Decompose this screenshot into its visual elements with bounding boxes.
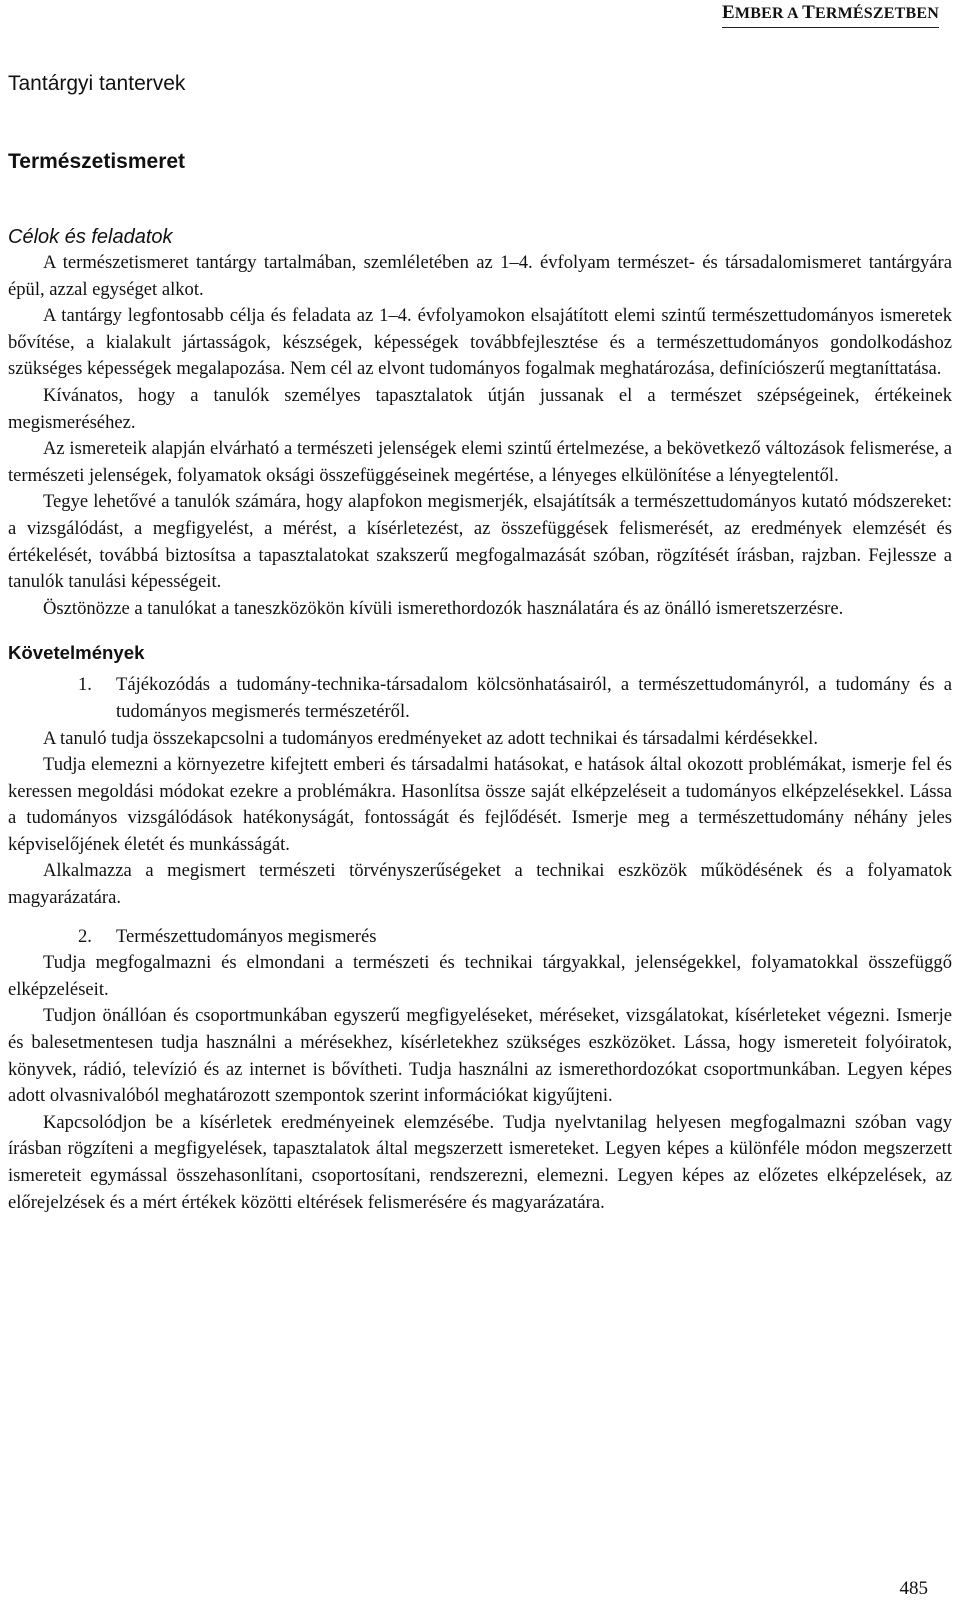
requirement-item-1 (8, 672, 952, 725)
running-header (722, 2, 939, 28)
header-initial-t: T (802, 2, 815, 23)
requirement-item-2-title: Természettudományos megismerés (116, 925, 377, 947)
page-number: 485 (899, 1578, 928, 1599)
goals-paragraph-1: A természetismeret tantárgy tartalmában, szemléletében az 1–4. évfolyam természet- és társadalomismeret tantárgyára épül, azzal egységet alkot. (8, 252, 952, 300)
subject-heading: Természetismeret (8, 150, 186, 173)
item1-paragraph-2: Tudja elemezni a környezetre kifejtett emberi és társadalmi hatásokat, e hatások által okozott problémákat, ismerje fel és keressen megoldási módokat ezekre a problémákra. Hasonlítsa össze saját elképzeléseit a tudományos elképzelésekkel. Lássa a tudományos vizsgálódások hatékonyságát, fontosságát és fejlődését. Ismerje meg a természettudomány néhány jeles képviselőjének életét és munkásságát. (8, 754, 952, 855)
spacer (8, 912, 952, 924)
item2-paragraph-3: Kapcsolódjon be a kísérletek eredményeinek elemzésébe. Tudja nyelvtanilag helyesen megfogalmazni szóban vagy írásban rögzíteni a megfigyelések, tapasztalatok által megszerzett ismereteket. Legyen képes a különféle módon megszerzett ismereteit egymással összehasonlítani, csoportosítani, rendszerezni, elemezni. Legyen képes az előzetes elképzelések, az előrejelzések és a mért értékek közötti eltérések felismerésére és magyarázatára. (8, 1111, 952, 1213)
item2-paragraph-2: Tudjon önállóan és csoportmunkában egyszerű megfigyeléseket, méréseket, vizsgálatokat, kísérleteket végezni. Ismerje és balesetmentesen tudja használni a mérésekhez, kísérletekhez szükséges eszközöket. Lássa, hogy ismereteit folyóiratok, könyvek, rádió, televízió és az internet is bővítheti. Tudja használni az ismerethordozókat csoportmunkában. Legyen képes adott olvasnivalóból meghatározott szempontok szerint információkat kigyűjteni. (8, 1005, 952, 1107)
requirements-heading: Követelmények (8, 642, 145, 664)
item1-paragraph-3: Alkalmazza a megismert természeti törvényszerűségeket a technikai eszközök működésének és a folyamatok magyarázatára. (8, 860, 952, 909)
header-text-ermeszetben: ERMÉSZETBEN (814, 5, 939, 22)
item1-paragraph-1: A tanuló tudja összekapcsolni a tudományos eredményeket az adott technikai és társadalmi kérdésekkel. (43, 727, 818, 749)
body-text (8, 224, 952, 1216)
goals-paragraph-2: A tantárgy legfontosabb célja és feladata az 1–4. évfolyamokon elsajátított elemi szintű természettudományos ismeretek bővítése, a kialakult jártasságok, készségek, képességek továbbfejlesztése és a természettudományos gondolkodáshoz szükséges képességek megalapozása. Nem cél az elvont tudományos fogalmak meghatározása, definíciószerű megtaníttatása. (8, 305, 952, 380)
requirement-item-2-number: 2. (78, 925, 92, 947)
requirement-item-2 (8, 924, 952, 951)
document-title: Tantárgyi tantervek (8, 72, 186, 95)
header-text-mber-a: MBER A (734, 5, 803, 22)
goals-paragraph-4: Az ismereteik alapján elvárható a természeti jelenségek elemi szintű értelmezése, a bekövetkező változások felismerése, a természeti jelenségek, folyamatok oksági összefüggéseinek megértése, a lényeges elkülönítése a lényegtelentől. (8, 438, 952, 486)
goals-paragraph-5: Tegye lehetővé a tanulók számára, hogy alapfokon megismerjék, elsajátítsák a természettudományos kutató módszereket: a vizsgálódást, a megfigyelést, a mérést, a kísérletezést, az összefüggések felismerését, az eredmények elemzését és értékelését, továbbá biztosítsa a tapasztalatokat szakszerű megfogalmazását szóban, rögzítését írásban, rajzban. Fejlessze a tanulók tanulási képességeit. (8, 491, 952, 593)
requirement-item-1-title: Tájékozódás a tudomány-technika-társadalom kölcsönhatásairól, a természettudományról, a tudomány és a tudományos megismerés természetéről. (116, 674, 952, 722)
goals-paragraph-3: Kívánatos, hogy a tanulók személyes tapasztalatok útján jussanak el a természet szépségeinek, értékeinek megismeréséhez. (8, 384, 952, 433)
goals-paragraph-6: Ösztönözze a tanulókat a taneszközökön kívüli ismerethordozók használatára és az önálló ismeretszerzésre. (43, 597, 844, 619)
goals-heading: Célok és feladatok (8, 226, 173, 248)
header-initial-e: E (722, 2, 735, 23)
item2-paragraph-1: Tudja megfogalmazni és elmondani a természeti és technikai tárgyakkal, jelenségekkel, folyamatokkal összefüggő elképzeléseit. (8, 952, 952, 1000)
requirement-item-1-number: 1. (78, 674, 92, 696)
